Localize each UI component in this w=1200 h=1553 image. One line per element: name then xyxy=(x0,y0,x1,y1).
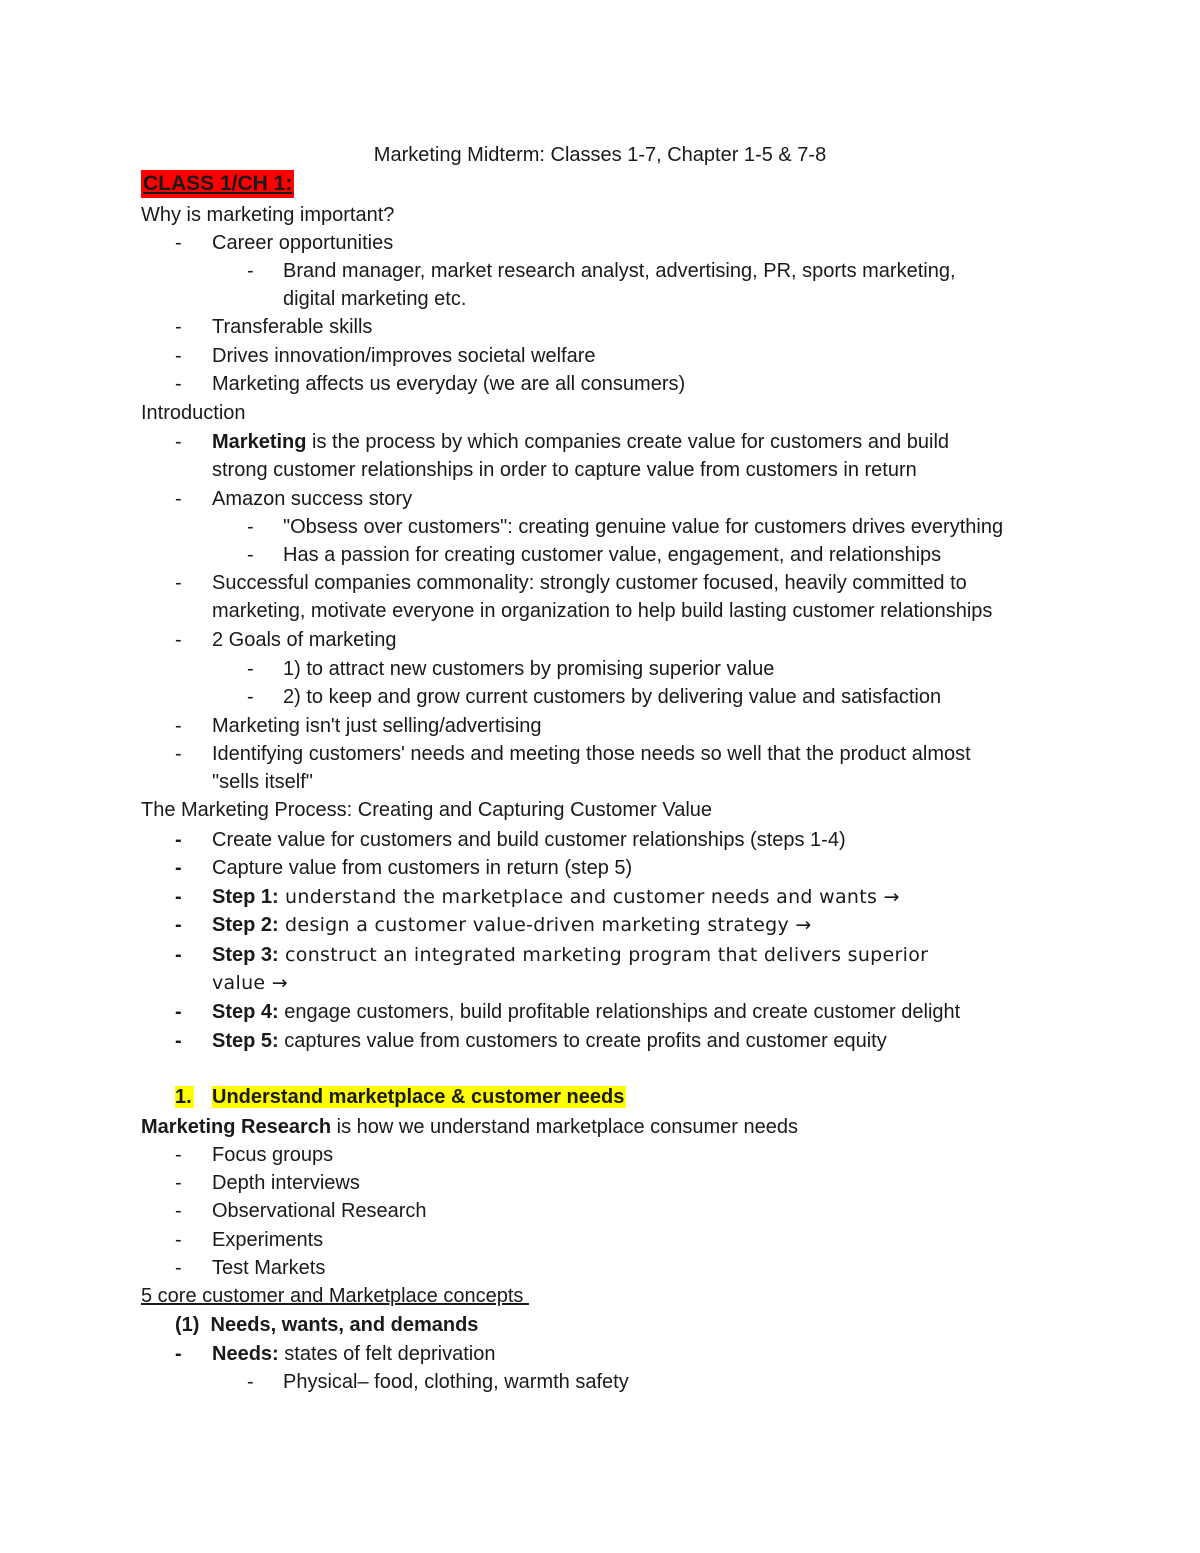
list-item: Marketing isn't just selling/advertising xyxy=(212,715,542,737)
list-item: Depth interviews xyxy=(212,1172,360,1194)
bullet: - xyxy=(175,914,182,936)
list-item-continuation: digital marketing etc. xyxy=(283,288,467,310)
list-item-continuation: strong customer relationships in order to capture value from customers in return xyxy=(212,459,917,481)
section-heading: The Marketing Process: Creating and Capturing Customer Value xyxy=(141,799,713,821)
class-heading: CLASS 1/CH 1: xyxy=(141,170,294,198)
bullet: - xyxy=(175,629,182,651)
bullet: - xyxy=(175,1001,182,1023)
term: Marketing Research xyxy=(141,1116,332,1138)
step-text: value → xyxy=(212,972,288,994)
list-item xyxy=(212,428,949,456)
list-item: Career opportunities xyxy=(212,232,394,254)
bullet: - xyxy=(175,431,182,453)
bullet: - xyxy=(175,572,182,594)
definition: states of felt deprivation xyxy=(278,1343,496,1365)
step-text: design a customer value-driven marketing strategy → xyxy=(278,914,812,936)
definition: is how we understand marketplace consumer needs xyxy=(331,1116,798,1138)
step-text: captures value from customers to create profits and customer equity xyxy=(278,1030,887,1052)
needs-heading: (1) Needs, wants, and demands xyxy=(175,1314,479,1336)
list-item: Transferable skills xyxy=(212,316,373,338)
step-label: Step 1: xyxy=(212,886,279,908)
list-item: "Obsess over customers": creating genuine value for customers drives everything xyxy=(283,516,1004,538)
bullet: - xyxy=(175,743,182,765)
step-label: Step 3: xyxy=(212,944,279,966)
bullet: - xyxy=(175,944,182,966)
bullet: - xyxy=(175,829,182,851)
bullet: - xyxy=(247,544,254,566)
list-item: Marketing affects us everyday (we are all consumers) xyxy=(212,373,686,395)
bullet: - xyxy=(175,1144,182,1166)
list-item: Test Markets xyxy=(212,1257,326,1279)
why-question: Why is marketing important? xyxy=(141,204,395,226)
step-text: construct an integrated marketing program that delivers superior xyxy=(278,944,929,966)
bullet: - xyxy=(175,373,182,395)
bullet: - xyxy=(175,232,182,254)
bullet: - xyxy=(175,715,182,737)
research-line xyxy=(141,1113,798,1141)
step-label: Step 5: xyxy=(212,1030,279,1052)
bullet: - xyxy=(175,886,182,908)
bullet: - xyxy=(175,857,182,879)
page-title: Marketing Midterm: Classes 1-7, Chapter 1-5 & 7-8 xyxy=(373,144,827,166)
list-item-continuation: marketing, motivate everyone in organization to help build lasting customer relationships xyxy=(212,600,993,622)
step-item xyxy=(212,941,928,969)
list-item: 1) to attract new customers by promising superior value xyxy=(283,658,775,680)
list-item: 2 Goals of marketing xyxy=(212,629,397,651)
bullet: - xyxy=(175,488,182,510)
list-item-continuation: "sells itself" xyxy=(212,771,313,793)
section-number: 1. xyxy=(175,1086,192,1108)
list-item: Identifying customers' needs and meeting those needs so well that the product almost xyxy=(212,743,971,765)
list-item: Successful companies commonality: strongly customer focused, heavily committed to xyxy=(212,572,967,594)
bullet: - xyxy=(175,316,182,338)
step-text: engage customers, build profitable relationships and create customer delight xyxy=(278,1001,961,1023)
list-item xyxy=(212,1340,496,1368)
step-label: Step 2: xyxy=(212,914,279,936)
bullet: - xyxy=(247,1371,254,1393)
bullet: - xyxy=(175,1172,182,1194)
term: Needs: xyxy=(212,1343,279,1365)
list-item: Has a passion for creating customer value, engagement, and relationships xyxy=(283,544,942,566)
step-label: Step 4: xyxy=(212,1001,279,1023)
step-item xyxy=(212,883,900,911)
section-heading-highlighted: Understand marketplace & customer needs xyxy=(212,1086,625,1108)
bullet: - xyxy=(175,1030,182,1052)
list-item: 2) to keep and grow current customers by delivering value and satisfaction xyxy=(283,686,942,708)
list-item: Physical– food, clothing, warmth safety xyxy=(283,1371,629,1393)
bullet: - xyxy=(175,1257,182,1279)
list-item: Amazon success story xyxy=(212,488,413,510)
step-item xyxy=(212,998,960,1026)
step-item-continuation xyxy=(212,969,288,997)
step-text: understand the marketplace and customer needs and wants → xyxy=(278,886,900,908)
list-item: Capture value from customers in return (step 5) xyxy=(212,857,633,879)
term: Marketing xyxy=(212,431,307,453)
bullet: - xyxy=(247,658,254,680)
bullet: - xyxy=(175,345,182,367)
list-item: Create value for customers and build customer relationships (steps 1-4) xyxy=(212,829,846,851)
step-item xyxy=(212,1027,887,1055)
list-item: Focus groups xyxy=(212,1144,334,1166)
bullet: - xyxy=(175,1200,182,1222)
bullet: - xyxy=(247,686,254,708)
list-item: Drives innovation/improves societal welfare xyxy=(212,345,596,367)
bullet: - xyxy=(175,1229,182,1251)
list-item: Observational Research xyxy=(212,1200,427,1222)
list-item: Experiments xyxy=(212,1229,324,1251)
list-item: Brand manager, market research analyst, advertising, PR, sports marketing, xyxy=(283,260,956,282)
bullet: - xyxy=(247,260,254,282)
definition: is the process by which companies create value for customers and build xyxy=(306,431,950,453)
step-item xyxy=(212,911,812,939)
bullet: - xyxy=(175,1343,182,1365)
section-heading: Introduction xyxy=(141,402,246,424)
bullet: - xyxy=(247,516,254,538)
core-concepts-heading: 5 core customer and Marketplace concepts xyxy=(141,1285,529,1307)
